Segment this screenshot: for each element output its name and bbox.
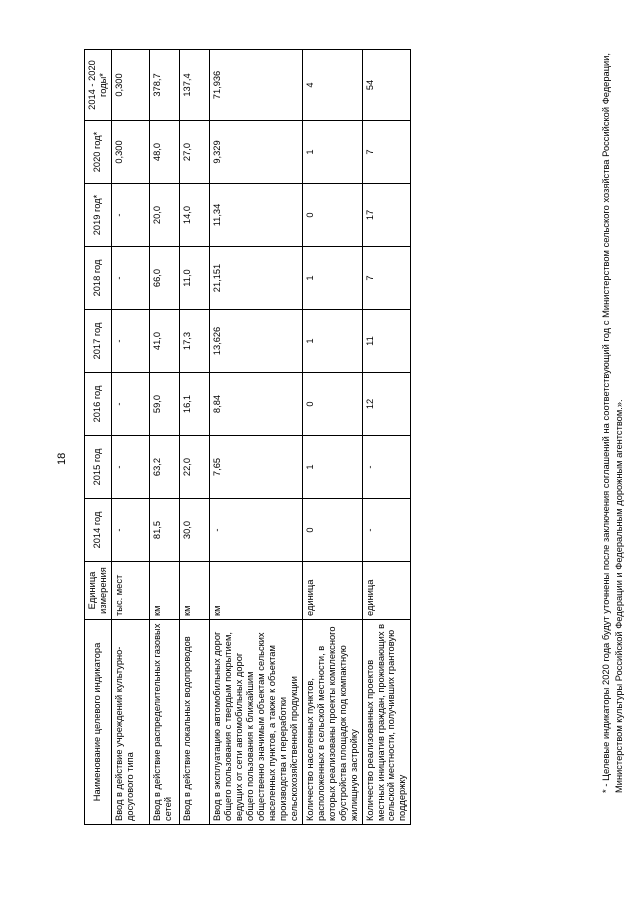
row-value: 81,5 — [149, 499, 179, 562]
row-unit: км — [209, 562, 302, 620]
row-value: 13,626 — [209, 310, 302, 373]
row-unit: км — [179, 562, 209, 620]
row-value: 27,0 — [179, 121, 209, 184]
row-total: 71,936 — [209, 50, 302, 121]
row-value: 11 — [362, 310, 411, 373]
row-value: - — [111, 436, 149, 499]
header-year: 2019 год* — [85, 184, 112, 247]
header-year: 2018 год — [85, 247, 112, 310]
row-value: 7,65 — [209, 436, 302, 499]
row-value: 9,329 — [209, 121, 302, 184]
row-value: 16,1 — [179, 373, 209, 436]
header-year: 2014 год — [85, 499, 112, 562]
row-value: 11,0 — [179, 247, 209, 310]
row-value: 7 — [362, 121, 411, 184]
row-unit: тыс. мест — [111, 562, 149, 620]
row-value: 63,2 — [149, 436, 179, 499]
row-value: 1 — [302, 121, 362, 184]
row-value: 8,84 — [209, 373, 302, 436]
row-value: 1 — [302, 247, 362, 310]
row-total: 0,300 — [111, 50, 149, 121]
row-value: 7 — [362, 247, 411, 310]
header-unit: Единица измерения — [85, 562, 112, 620]
row-value: 41,0 — [149, 310, 179, 373]
row-name: Ввод в действие распределительных газовых сетей — [149, 620, 179, 825]
row-value: 59,0 — [149, 373, 179, 436]
row-value: 0 — [302, 184, 362, 247]
header-year: 2017 год — [85, 310, 112, 373]
row-value: 20,0 — [149, 184, 179, 247]
row-value: 12 — [362, 373, 411, 436]
table-header-row — [85, 50, 112, 825]
row-value: 48,0 — [149, 121, 179, 184]
table-row — [111, 50, 149, 825]
row-name: Количество реализованных проектов местных инициатив граждан, проживающих в сельской местности, получивших грантовую поддержку — [362, 620, 411, 825]
row-value: 1 — [302, 310, 362, 373]
table-row — [149, 50, 179, 825]
row-value: - — [111, 184, 149, 247]
row-name: Ввод в действие учреждений культурно-досугового типа — [111, 620, 149, 825]
row-value: 17 — [362, 184, 411, 247]
page-number: 18 — [56, 452, 68, 465]
row-value: 0,300 — [111, 121, 149, 184]
row-total: 137,4 — [179, 50, 209, 121]
header-year: 2016 год — [85, 373, 112, 436]
table-row — [302, 50, 362, 825]
row-name: Количество населенных пунктов, расположенных в сельской местности, в которых реализованы проекты комплексного обустройства площадок под компактную жилищную застройку — [302, 620, 362, 825]
row-value: - — [111, 247, 149, 310]
row-value: - — [111, 373, 149, 436]
row-value: 22,0 — [179, 436, 209, 499]
row-value: 0 — [302, 373, 362, 436]
row-unit: км — [149, 562, 179, 620]
footnote: * - Целевые индикаторы 2020 года будут уточнены после заключения соглашений на соответствующий год с Министерством сельского хозяйства Российской Федерации, Министерством культуры Российской Федерации и Федеральным дорожным агентством.». — [601, 53, 624, 793]
row-value: 11,34 — [209, 184, 302, 247]
header-year: 2015 год — [85, 436, 112, 499]
table-row — [362, 50, 411, 825]
row-value: - — [111, 499, 149, 562]
row-value: - — [111, 310, 149, 373]
row-value: 66,0 — [149, 247, 179, 310]
row-value: 0 — [302, 499, 362, 562]
row-value: - — [362, 436, 411, 499]
table-row — [179, 50, 209, 825]
row-total: 4 — [302, 50, 362, 121]
row-unit: единица — [302, 562, 362, 620]
header-name: Наименование целевого индикатора — [85, 620, 112, 825]
row-total: 378,7 — [149, 50, 179, 121]
row-value: 21,151 — [209, 247, 302, 310]
header-total: 2014 - 2020 годы* — [85, 50, 112, 121]
row-unit: единица — [362, 562, 411, 620]
header-year: 2020 год* — [85, 121, 112, 184]
row-value: - — [362, 499, 411, 562]
row-value: 14,0 — [179, 184, 209, 247]
row-value: 30,0 — [179, 499, 209, 562]
row-total: 54 — [362, 50, 411, 121]
row-name: Ввод в эксплуатацию автомобильных дорог общего пользования с твердым покрытием, ведущих от сети автомобильных дорог общего пользования к ближайшим общественно значимым объектам сельских населенных пунктов, а также к объектам производства и переработки сельскохозяйственной продукции — [209, 620, 302, 825]
indicators-table — [84, 49, 411, 825]
row-name: Ввод в действие локальных водопроводов — [179, 620, 209, 825]
table-row — [209, 50, 302, 825]
row-value: 1 — [302, 436, 362, 499]
row-value: - — [209, 499, 302, 562]
row-value: 17,3 — [179, 310, 209, 373]
